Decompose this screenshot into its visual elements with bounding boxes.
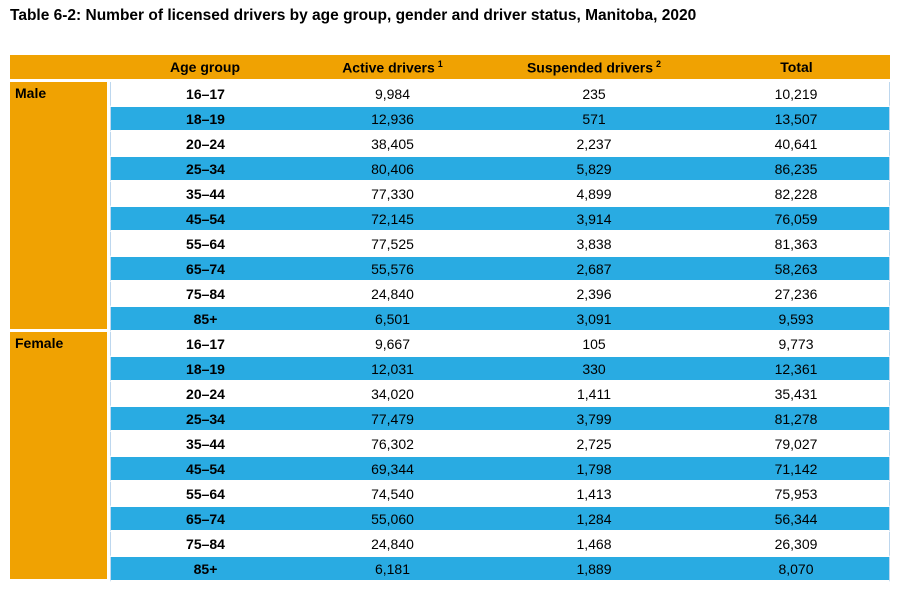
cell-suspended: 4,899: [485, 182, 703, 207]
drivers-table: [10, 55, 890, 582]
cell-active: 34,020: [300, 382, 485, 407]
cell-total: 13,507: [703, 107, 890, 132]
column-header-age-group-label: Age group: [170, 59, 240, 75]
cell-suspended: 1,411: [485, 382, 703, 407]
table-row: [10, 482, 890, 507]
table-header: [10, 55, 890, 82]
cell-suspended: 1,284: [485, 507, 703, 532]
cell-active: 77,330: [300, 182, 485, 207]
corner-header-cell: [10, 55, 110, 82]
table-row: [10, 382, 890, 407]
cell-total: 86,235: [703, 157, 890, 182]
cell-active: 69,344: [300, 457, 485, 482]
cell-age: 75–84: [110, 532, 300, 557]
section-label-male: Male: [10, 82, 110, 332]
table-row: [10, 432, 890, 457]
cell-total: 82,228: [703, 182, 890, 207]
cell-age: 85+: [110, 307, 300, 332]
cell-total: 12,361: [703, 357, 890, 382]
cell-total: 10,219: [703, 82, 890, 107]
cell-suspended: 571: [485, 107, 703, 132]
table-row: [10, 132, 890, 157]
table-row: [10, 82, 890, 107]
table-row: [10, 407, 890, 432]
cell-total: 35,431: [703, 382, 890, 407]
cell-total: 56,344: [703, 507, 890, 532]
cell-age: 18–19: [110, 107, 300, 132]
cell-active: 12,031: [300, 357, 485, 382]
cell-age: 55–64: [110, 482, 300, 507]
cell-age: 25–34: [110, 157, 300, 182]
cell-active: 77,525: [300, 232, 485, 257]
cell-suspended: 1,889: [485, 557, 703, 582]
cell-age: 35–44: [110, 432, 300, 457]
cell-suspended: 5,829: [485, 157, 703, 182]
cell-active: 12,936: [300, 107, 485, 132]
cell-total: 58,263: [703, 257, 890, 282]
cell-active: 38,405: [300, 132, 485, 157]
column-header-total-label: Total: [780, 59, 813, 75]
cell-active: 55,576: [300, 257, 485, 282]
table-row: [10, 182, 890, 207]
cell-age: 20–24: [110, 132, 300, 157]
cell-suspended: 3,838: [485, 232, 703, 257]
cell-suspended: 3,914: [485, 207, 703, 232]
table-row: [10, 232, 890, 257]
cell-active: 6,501: [300, 307, 485, 332]
cell-total: 27,236: [703, 282, 890, 307]
cell-active: 72,145: [300, 207, 485, 232]
table-row: [10, 207, 890, 232]
cell-total: 75,953: [703, 482, 890, 507]
table-row: [10, 282, 890, 307]
cell-total: 8,070: [703, 557, 890, 582]
cell-age: 16–17: [110, 332, 300, 357]
cell-total: 26,309: [703, 532, 890, 557]
cell-active: 55,060: [300, 507, 485, 532]
cell-age: 16–17: [110, 82, 300, 107]
cell-age: 45–54: [110, 457, 300, 482]
cell-active: 24,840: [300, 282, 485, 307]
cell-suspended: 3,799: [485, 407, 703, 432]
table-row: [10, 107, 890, 132]
cell-suspended: 2,396: [485, 282, 703, 307]
cell-active: 80,406: [300, 157, 485, 182]
cell-total: 71,142: [703, 457, 890, 482]
cell-suspended: 2,687: [485, 257, 703, 282]
cell-age: 75–84: [110, 282, 300, 307]
cell-age: 18–19: [110, 357, 300, 382]
cell-total: 81,363: [703, 232, 890, 257]
cell-active: 6,181: [300, 557, 485, 582]
cell-suspended: 1,413: [485, 482, 703, 507]
table-row: [10, 257, 890, 282]
cell-total: 81,278: [703, 407, 890, 432]
cell-active: 76,302: [300, 432, 485, 457]
column-header-suspended-drivers-label: Suspended drivers: [526, 59, 654, 76]
cell-suspended: 2,237: [485, 132, 703, 157]
cell-active: 77,479: [300, 407, 485, 432]
cell-age: 65–74: [110, 507, 300, 532]
table-row: [10, 357, 890, 382]
cell-age: 65–74: [110, 257, 300, 282]
cell-age: 35–44: [110, 182, 300, 207]
section-label-female: Female: [10, 332, 110, 582]
column-header-active-drivers-label: Active drivers: [342, 59, 435, 76]
cell-age: 85+: [110, 557, 300, 582]
cell-suspended: 3,091: [485, 307, 703, 332]
cell-suspended: 330: [485, 357, 703, 382]
table-row: [10, 507, 890, 532]
cell-age: 55–64: [110, 232, 300, 257]
footnote-marker-1: 1: [437, 58, 443, 69]
cell-suspended: 1,468: [485, 532, 703, 557]
cell-suspended: 105: [485, 332, 703, 357]
header-row: [10, 55, 890, 82]
cell-active: 9,667: [300, 332, 485, 357]
table-row: [10, 457, 890, 482]
table-row: [10, 532, 890, 557]
cell-suspended: 2,725: [485, 432, 703, 457]
table-row: [10, 332, 890, 357]
table-title: Table 6-2: Number of licensed drivers by age group, gender and driver status, Manitoba, 2020: [10, 7, 697, 24]
column-header-age-group: [110, 55, 300, 82]
cell-suspended: 235: [485, 82, 703, 107]
column-header-total: [703, 55, 890, 82]
column-header-active-drivers: [300, 55, 485, 82]
cell-active: 74,540: [300, 482, 485, 507]
table-body: [10, 82, 890, 582]
cell-active: 9,984: [300, 82, 485, 107]
footnote-marker-2: 2: [656, 58, 662, 69]
table-row: [10, 557, 890, 582]
cell-total: 9,593: [703, 307, 890, 332]
cell-total: 76,059: [703, 207, 890, 232]
cell-total: 9,773: [703, 332, 890, 357]
cell-suspended: 1,798: [485, 457, 703, 482]
cell-active: 24,840: [300, 532, 485, 557]
table-row: [10, 307, 890, 332]
cell-total: 79,027: [703, 432, 890, 457]
table-row: [10, 157, 890, 182]
cell-total: 40,641: [703, 132, 890, 157]
cell-age: 45–54: [110, 207, 300, 232]
column-header-suspended-drivers: [485, 55, 703, 82]
cell-age: 25–34: [110, 407, 300, 432]
cell-age: 20–24: [110, 382, 300, 407]
